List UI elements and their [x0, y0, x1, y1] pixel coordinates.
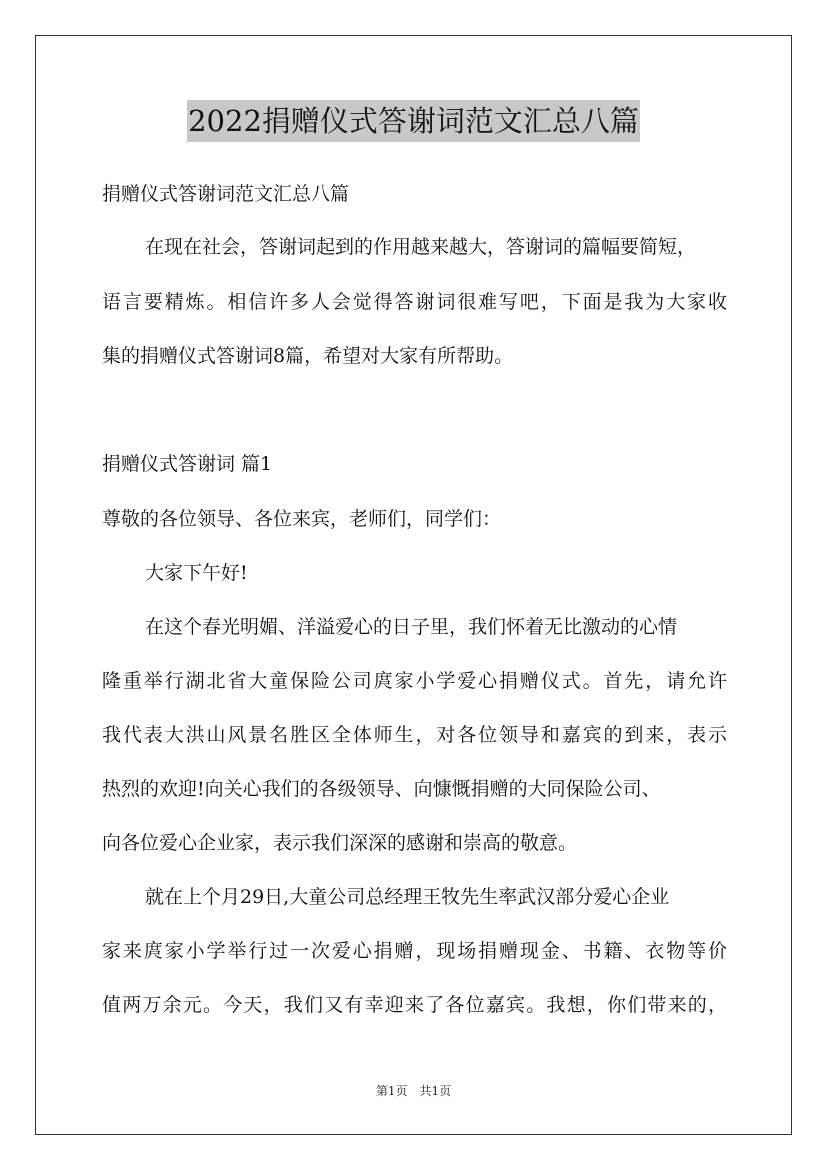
page-number-footer: 第1页 共1页 — [375, 1084, 452, 1098]
greeting: 大家下午好! — [145, 562, 248, 584]
paragraph2-line-2: 家来庹家小学举行过一次爱心捐赠，现场捐赠现金、书籍、衣物等价 — [102, 940, 727, 962]
intro-line-2: 语言要精炼。相信许多人会觉得答谢词很难写吧，下面是我为大家收 — [102, 291, 727, 313]
paragraph1-line-3: 我代表大洪山风景名胜区全体师生，对各位领导和嘉宾的到来，表示 — [102, 724, 727, 746]
paragraph1-line-2: 隆重举行湖北省大童保险公司庹家小学爱心捐赠仪式。首先，请允许 — [102, 670, 727, 692]
intro-line-1: 在现在社会，答谢词起到的作用越来越大，答谢词的篇幅要简短， — [145, 236, 697, 258]
intro-line-3: 集的捐赠仪式答谢词8篇，希望对大家有所帮助。 — [102, 345, 514, 367]
document-subtitle: 捐赠仪式答谢词范文汇总八篇 — [102, 183, 350, 205]
document-title: 2022捐赠仪式答谢词范文汇总八篇 — [187, 100, 640, 142]
paragraph1-line-1: 在这个春光明媚、洋溢爱心的日子里，我们怀着无比激动的心情 — [145, 616, 678, 638]
section-heading: 捐赠仪式答谢词 篇1 — [102, 453, 273, 475]
paragraph2-line-1: 就在上个月29日,大童公司总经理王牧先生率武汉部分爱心企业 — [145, 886, 670, 908]
paragraph2-line-3: 值两万余元。今天，我们又有幸迎来了各位嘉宾。我想，你们带来的， — [102, 994, 727, 1016]
paragraph1-line-4: 热烈的欢迎!向关心我们的各级领导、向慷慨捐赠的大同保险公司、 — [102, 778, 661, 800]
paragraph1-line-5: 向各位爱心企业家，表示我们深深的感谢和崇高的敬意。 — [102, 832, 578, 854]
title-container — [0, 100, 827, 142]
salutation: 尊敬的各位领导、各位来宾，老师们，同学们： — [102, 508, 502, 530]
